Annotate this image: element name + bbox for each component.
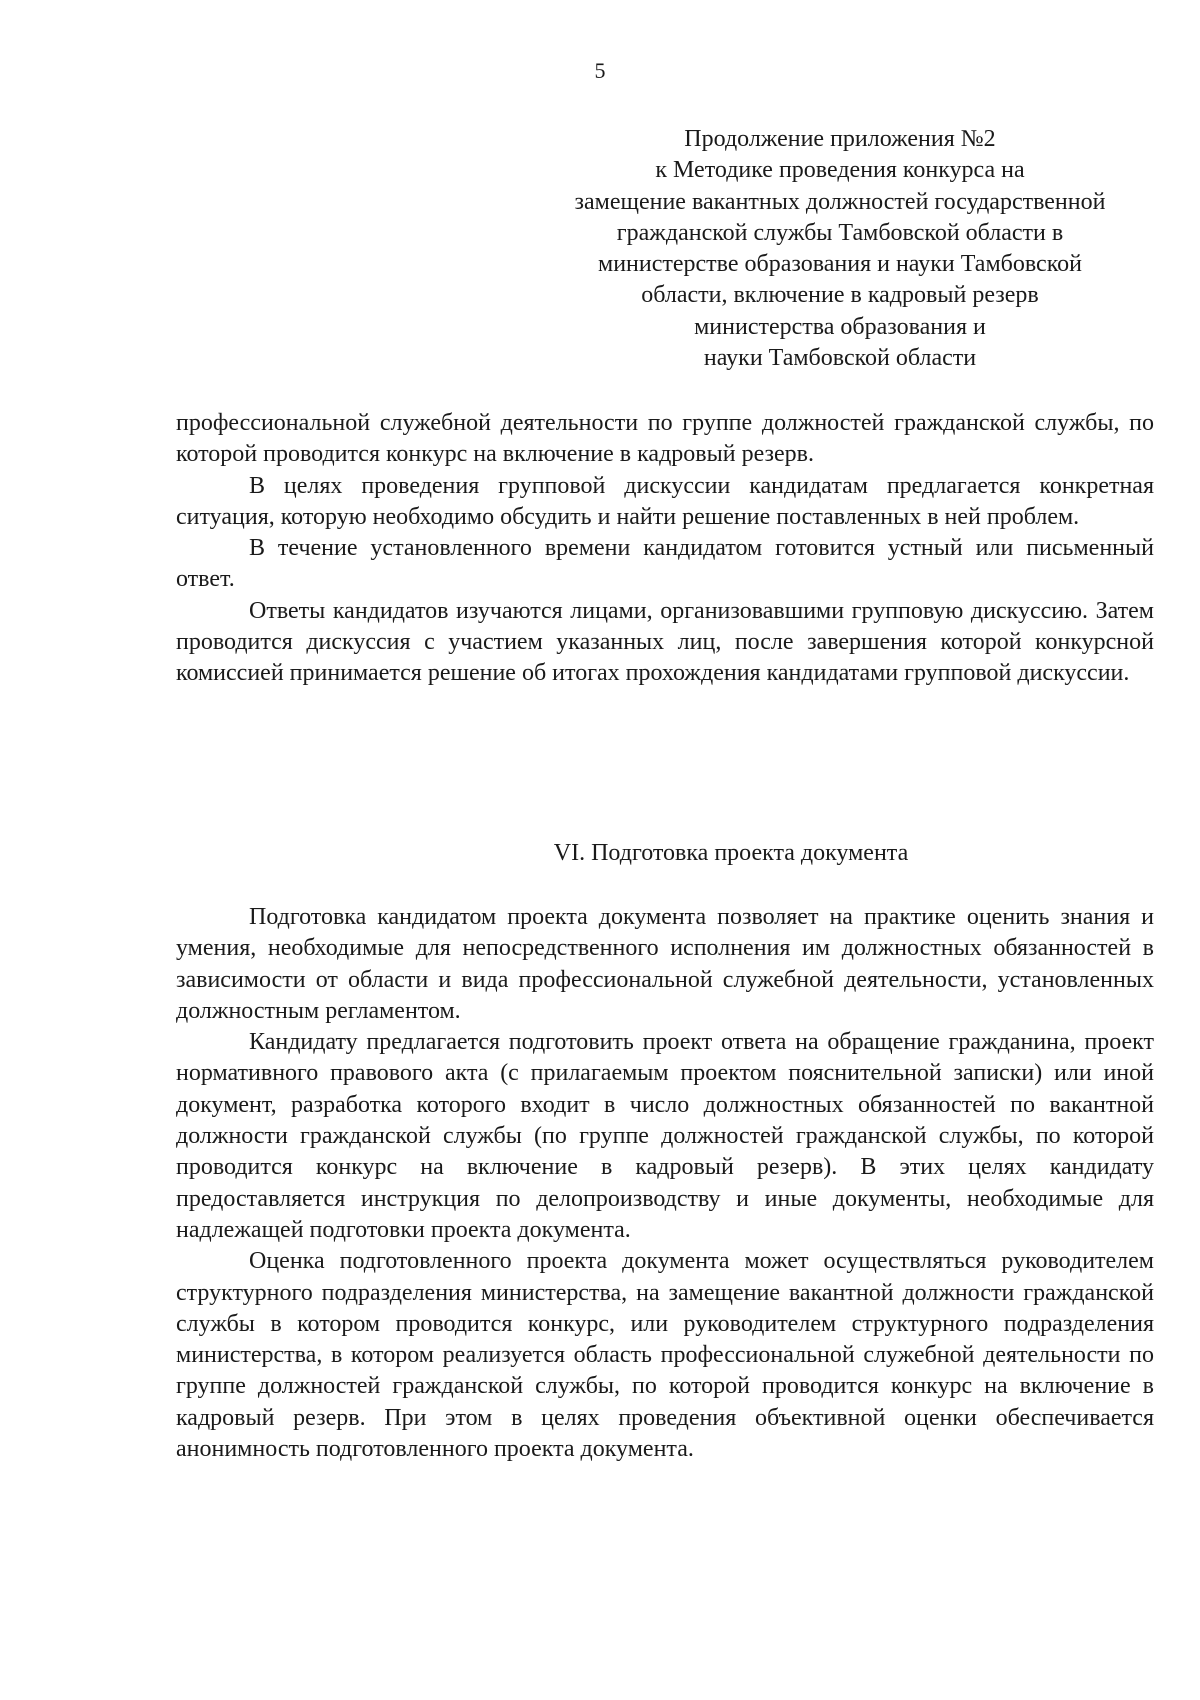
appendix-header-line: министерстве образования и науки Тамбовской [598,251,1082,278]
appendix-header-line: замещение вакантных должностей государственной [574,188,1106,215]
body-paragraph: профессиональной служебной деятельности по группе должностей гражданской службы, по которой проводится конкурс на включение в кадровый резерв. [176,410,1154,468]
appendix-header-line: министерства образования и [694,313,986,340]
body-paragraph: Подготовка кандидатом проекта документа позволяет на практике оценить знания и умения, необходимые для непосредственного исполнения им должностных обязанностей в зависимости от области и вида профессиональной служебной деятельности, установленных должностным регламентом. [176,904,1154,1024]
appendix-header-line: Продолжение приложения №2 [684,126,996,152]
section-heading: VI. Подготовка проекта документа [553,840,909,866]
body-paragraph: Ответы кандидатов изучаются лицами, организовавшими групповую дискуссию. Затем проводится дискуссия с участием указанных лиц, после завершения которой конкурсной комиссией принимается решение об итогах прохождения кандидатами групповой дискуссии. [176,597,1154,687]
body-paragraph: Оценка подготовленного проекта документа может осуществляться руководителем структурного подразделения министерства, на замещение вакантной должности гражданской службы в котором проводится конкурс, или руководителем структурного подразделения министерства, в котором реализуется область профессиональной служебной деятельности по группе должностей гражданской службы, по которой проводится конкурс на включение в кадровый резерв. При этом в целях проведения объективной оценки обеспечивается анонимность подготовленного проекта документа. [176,1248,1154,1463]
appendix-header-line: области, включение в кадровый резерв [641,282,1039,309]
appendix-header-line: науки Тамбовской области [703,345,977,372]
body-paragraph: В течение установленного времени кандидатом готовится устный или письменный ответ. [176,535,1154,593]
appendix-header [520,124,1160,374]
appendix-header-line: гражданской службы Тамбовской области в [616,219,1064,246]
appendix-header-line: к Методике проведения конкурса на [655,157,1025,184]
body-text-after-section [176,902,1154,1465]
body-text-before-section [176,408,1154,690]
page-number: 5 [594,58,606,83]
body-paragraph: Кандидату предлагается подготовить проект ответа на обращение гражданина, проект нормативного правового акта (с прилагаемым проектом пояснительной записки) или иной документ, разработка которого входит в число должностных обязанностей по вакантной должности гражданской службы (по группе должностей гражданской службы, по которой проводится конкурс на включение в кадровый резерв). В этих целях кандидату предоставляется инструкция по делопроизводству и иные документы, необходимые для надлежащей подготовки проекта документа. [176,1029,1154,1243]
body-paragraph: В целях проведения групповой дискуссии кандидатам предлагается конкретная ситуация, которую необходимо обсудить и найти решение поставленных в ней проблем. [176,472,1154,530]
